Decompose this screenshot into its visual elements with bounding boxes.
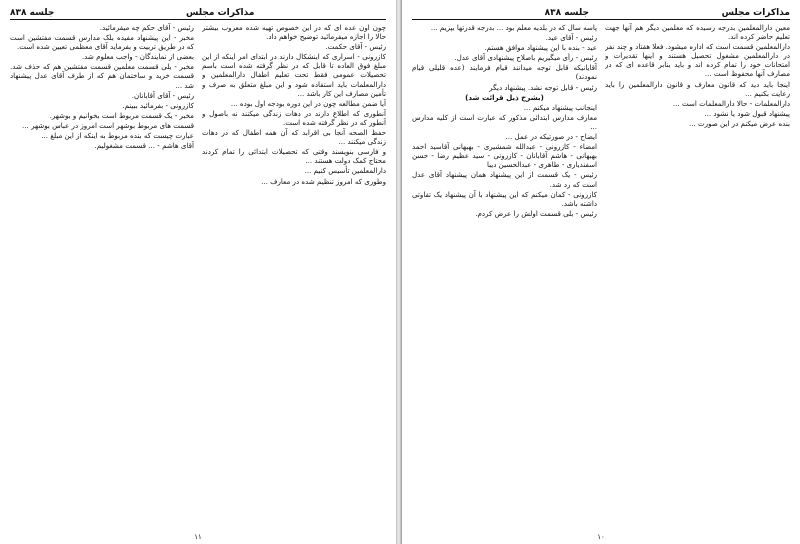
paragraph: مخبر - بلی قسمت معلمین قسمت مفتشین هم که حذف شد. قسمت خرید و ساختمان هم که از طرف آقای عدل پیشنهاد شد ... [10, 62, 194, 90]
paragraph: بنده عرض میکنم در این صورت ... [688, 118, 790, 128]
left-page [0, 0, 396, 544]
paragraph: دارالمعلمین قسمت است که اداره میشود. فعلا هفتاد و چند نفر در دارالمعلمین مشغول تحصیل هستند و اینها تقدیرات و امتحانات خود را تمام کرده اند و باید بنابر قاعده ای که در مصارف آنها محفوظ است ... [605, 42, 790, 79]
paragraph: دارالمعلمات - حالا دارالمعلمات است ... [672, 98, 790, 108]
paragraph: آیا ضمن مطالعه چون در این دوره بودجه اول بوده ... [230, 98, 386, 108]
paragraph: کازرونی - کمان میکنم که این پیشنهاد با آن پیشنهاد یک تفاوتی داشته باشد. [412, 189, 597, 208]
paragraph: رئیس - بلی قسمت اولش را عرض کردم. [475, 208, 597, 218]
left-page-title: مذاکرات مجلس [186, 7, 255, 18]
paragraph: معین دارالمعلمین بدرجه رسیده که معلمین دیگر هم آنها جهت تعلیم حاضر کرده اند. [605, 23, 790, 42]
paragraph: پیشنهاد قبول شود یا نشود ... [704, 108, 790, 118]
paragraph: رئیس - آقای حکمت. [325, 42, 386, 52]
paragraph: وطوری که امروز تنظیم شده در معارف ... [261, 176, 386, 186]
paragraph: عبارت چیست که بنده مربوط به اینکه از این مبلغ ... [41, 131, 194, 141]
paragraph: مخبر - این پیشنهاد مفیده بلک مدارس قسمت مفتشین است که در طریق تربیت و بفرماید آقای معظمی تعیین شده است. [10, 33, 194, 52]
paragraph: معارف مدارس ابتدائی مذکور که عبارت است از کلیه مدارس ... [412, 112, 597, 131]
paragraph: و فارسی بنویسند وقتی که تحصیلات ابتدائی را تمام کردند محتاج کمک دولت هستند ... [202, 147, 386, 166]
right-page-number: ۱۰ [597, 533, 605, 541]
paragraph: بعضی از نمایندگان - واجب معلوم شد. [81, 52, 194, 62]
paragraph: امضاء - کازرونی - عبدالله شمشیری - بهبهانی آقاسید احمد بهبهانی - هاشم آقابانان - کازرونی - سید عظیم رضا - حسن اسفندیاری - طاهری - عبدالحسین دیبا [412, 142, 597, 170]
paragraph: ایضاح - در صورتیکه در عمل ... [505, 132, 597, 142]
paragraph: پاسه سال که در بلدیه معلم بود ... بدرجه قدرتها بپزیم ... [430, 23, 597, 32]
paragraph: اینجا باید دید که قانون معارف و قانون دارالمعلمین را باید رعایت بکنیم ... [605, 79, 790, 98]
paragraph: رئیس - قابل توجه نشد. پیشنهاد دیگر [489, 82, 597, 92]
left-page-header [10, 6, 386, 20]
right-page-left-column [412, 23, 597, 528]
paragraph: آقای هاشم - ... قسمت مشغولیم. [94, 141, 194, 151]
left-page-right-column [202, 23, 386, 528]
left-page-left-column [10, 23, 194, 528]
left-page-session: جلسه ۸۳۸ [10, 7, 55, 18]
right-page-columns [412, 23, 790, 528]
paragraph: اینجانب پیشنهاد میکنم ... [523, 102, 597, 112]
paragraph: رئیس - یک قسمت از این پیشنهاد همان پیشنهاد آقای عدل است که رد شد. [412, 170, 597, 189]
right-page-session: جلسه ۸۳۸ [544, 7, 589, 18]
paragraph: مخبر - یک قسمت مربوط است بخوانیم و بوشهر. [49, 110, 194, 120]
paragraph: (بشرح ذیل قرائت شد) [465, 92, 544, 102]
paragraph: دارالمعلمین تأسیس کنیم ... [304, 166, 386, 176]
paragraph: رئیس - آقای آقابانان. [131, 90, 194, 100]
paragraph: کازرونی - بفرمائید ببینم. [122, 100, 194, 110]
left-page-number: ۱۱ [194, 533, 202, 541]
paragraph: حفظ الصحه آنجا بی اقرابد که آن همه اطفال که در دهات زندگی میکنند ... [202, 128, 386, 147]
paragraph: رئیس - رأی میگیریم باصلاح پیشنهادی آقای عدل. [454, 53, 597, 63]
right-page-right-column [605, 23, 790, 528]
paragraph: عید - بنده با این پیشنهاد موافق هستم. [484, 43, 597, 53]
paragraph: کازرونی - اسراری که اینشکال دارند در ابتدای امر اینکه از این مبلغ فوق العاده تا قابل که در نظر گرفته شده است باسم تحصیلات عمومی فقط تحت تعلیم اطفال دارالمعلمین و دارالمعلمات باید استفاده شود و این مبلغ متعلق به صرف و تأمین مصارف این کار باشد ... [202, 52, 386, 98]
paragraph: آقایانیکه قابل توجه میدانند قیام فرمایند (عده قلیلی قیام نمودند) [412, 63, 597, 82]
right-page [402, 0, 800, 544]
paragraph: رئیس - آقای عید. [545, 33, 597, 43]
paragraph: آنطوری که اطلاع دارند در دهات زندگی میکنند نه باصول و آنطور که در نظر گرفته شده است. [202, 108, 386, 127]
paragraph: قسمت های مربوط بوشهر است امروز در عباس بوشهر ... [22, 120, 194, 130]
paragraph: چون اون عده ای که در این خصوص تهیه شده معروب بیشتر حالا را اجازه میفرمائید توضیح خواهم داد. [202, 23, 386, 42]
left-page-columns [10, 23, 386, 528]
right-page-title: مذاکرات مجلس [721, 7, 790, 18]
paragraph: رئیس - آقای حکم چه میفرمائید. [99, 23, 194, 32]
right-page-header [412, 6, 790, 20]
